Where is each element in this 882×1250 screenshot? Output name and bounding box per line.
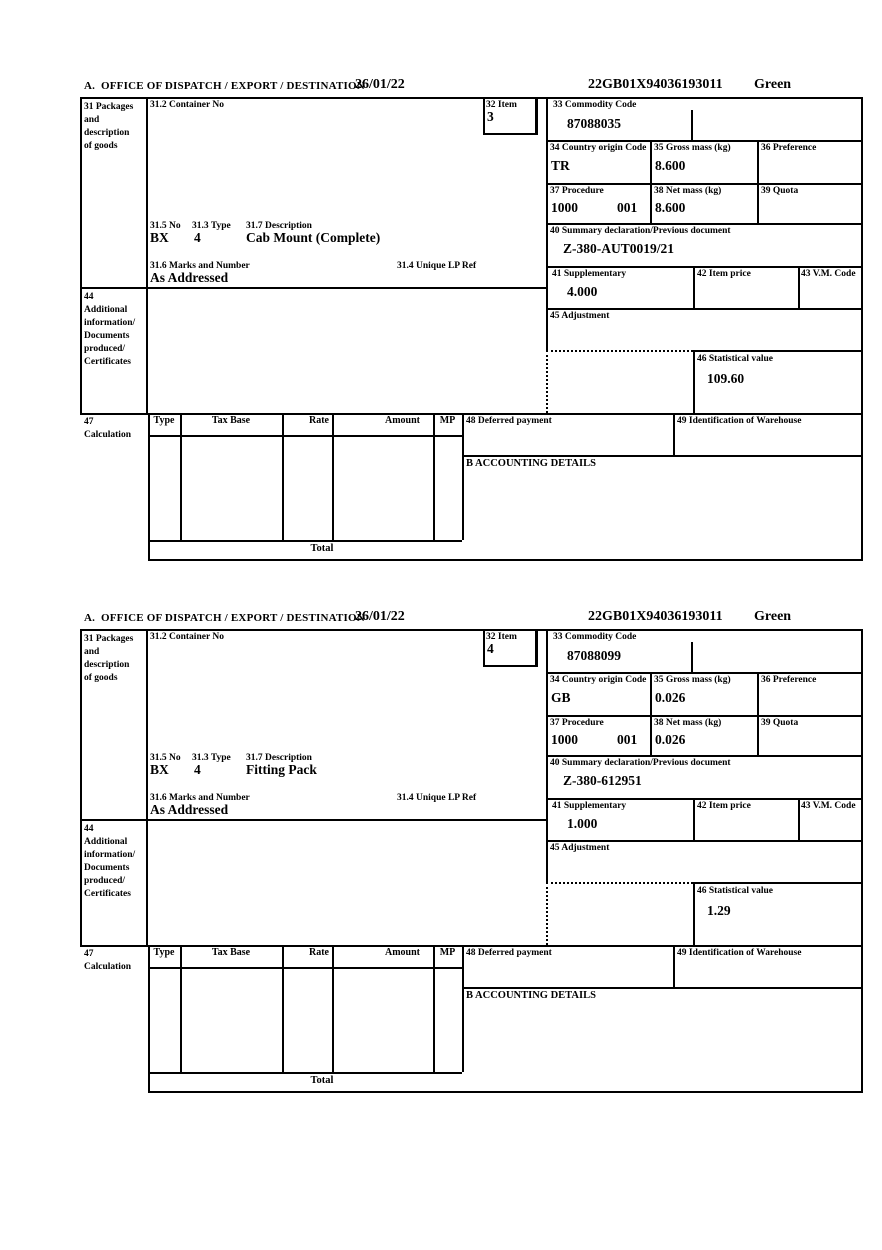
supplementary-value: 4.000 (567, 284, 598, 299)
main-column-divider (546, 629, 548, 882)
net-mass-label: 38 Net mass (kg) (654, 186, 722, 196)
label-column-divider (146, 629, 148, 945)
grid-line (546, 183, 863, 185)
item-number-value: 4 (487, 641, 494, 656)
procedure-value: 1000 (551, 732, 578, 747)
description-label: 31.7 Description (246, 221, 312, 231)
net-mass-value: 0.026 (655, 732, 686, 747)
box44-label (84, 823, 135, 901)
item-label: 32 Item (486, 100, 517, 110)
amount-column-header: Amount (384, 947, 420, 958)
marks-number-value: As Addressed (150, 802, 229, 817)
box31-label-line: of goods (84, 673, 118, 683)
box48-box49-divider (673, 945, 675, 987)
previous-document-label: 40 Summary declaration/Previous document (550, 226, 731, 236)
adjustment-label: 45 Adjustment (550, 311, 610, 321)
marks-number-label: 31.6 Marks and Number (150, 793, 250, 803)
accounting-top-border (462, 455, 863, 457)
gross-mass-label: 35 Gross mass (kg) (654, 675, 731, 685)
previous-document-label: 40 Summary declaration/Previous document (550, 758, 731, 768)
dispatch-date: 26/01/22 (355, 609, 405, 624)
box32-left-border (483, 97, 485, 133)
grid-line (546, 672, 863, 674)
accounting-top-border (462, 987, 863, 989)
grid-line (757, 672, 759, 755)
packages-no-value: BX (150, 762, 169, 777)
grid-line (650, 140, 652, 223)
item-price-label: 42 Item price (697, 269, 751, 279)
dotted-divider-line (546, 882, 548, 945)
packages-no-label: 31.5 No (150, 753, 181, 763)
customs-declaration-item-block (80, 607, 863, 1093)
quota-label: 39 Quota (761, 718, 799, 728)
country-origin-label: 34 Country origin Code (550, 143, 647, 153)
box47-label (84, 948, 131, 974)
box32-left-border (483, 629, 485, 665)
preference-label: 36 Preference (761, 143, 817, 153)
item-label: 32 Item (486, 632, 517, 642)
net-mass-label: 38 Net mass (kg) (654, 718, 722, 728)
procedure-label: 37 Procedure (550, 186, 604, 196)
rate-column-header: Rate (309, 947, 329, 958)
marks-number-value: As Addressed (150, 270, 229, 285)
box44-label-line: Certificates (84, 357, 131, 367)
packages-type-value: 4 (194, 762, 201, 777)
total-label: Total (310, 543, 334, 554)
goods-description-value: Cab Mount (Complete) (246, 230, 381, 245)
box31-label-line: of goods (84, 141, 118, 151)
commodity-code-value: 87088035 (567, 116, 621, 131)
dotted-divider-line (546, 882, 693, 884)
grid-line (546, 798, 863, 800)
box47-label-line: 47 (84, 949, 94, 959)
gross-mass-value: 8.600 (655, 158, 686, 173)
box31-label-line: 31 Packages (84, 102, 134, 112)
statistical-value-label: 46 Statistical value (697, 354, 773, 364)
box46-left-border (693, 882, 695, 945)
box44-label-line: produced/ (84, 344, 126, 354)
commodity-code-label: 33 Commodity Code (553, 632, 637, 642)
tax-type-column-header: Type (153, 947, 175, 958)
grid-line (757, 140, 759, 223)
deferred-payment-label: 48 Deferred payment (466, 416, 552, 426)
country-origin-value: GB (551, 690, 571, 705)
quota-label: 39 Quota (761, 186, 799, 196)
box32-right-border (535, 629, 538, 665)
accounting-details-label: B ACCOUNTING DETAILS (466, 458, 596, 469)
box32-bottom-border (483, 133, 538, 135)
form-top-border (80, 629, 863, 631)
mp-column-header: MP (439, 947, 456, 958)
box46-top-border (693, 882, 863, 884)
box44-label-line: 44 (84, 292, 94, 302)
box44-label-line: 44 (84, 824, 94, 834)
form-left-border (80, 629, 82, 945)
gross-mass-value: 0.026 (655, 690, 686, 705)
grid-line (650, 672, 652, 755)
box31-label (84, 101, 133, 153)
previous-document-value: Z-380-612951 (563, 773, 642, 788)
declaration-reference: 22GB01X94036193011 (588, 609, 723, 624)
form-right-border (861, 629, 863, 1091)
customs-declaration-item-block (80, 75, 863, 561)
box44-label-line: information/ (84, 318, 136, 328)
box32-right-border (535, 97, 538, 133)
tax-table-left-border (148, 945, 150, 1091)
dispatch-date: 26/01/22 (355, 77, 405, 92)
commodity-code-tick (691, 642, 693, 672)
gross-mass-label: 35 Gross mass (kg) (654, 143, 731, 153)
form-left-border (80, 97, 82, 413)
procedure-value: 1000 (551, 200, 578, 215)
box31-box44-divider (80, 819, 546, 821)
box44-label-line: Documents (84, 331, 130, 341)
form-top-border (80, 97, 863, 99)
unique-lp-ref-label: 31.4 Unique LP Ref (397, 793, 477, 803)
tax-table-right-border (462, 413, 464, 540)
tax-base-column-header: Tax Base (211, 415, 251, 426)
grid-line (693, 798, 695, 840)
box31-label-line: description (84, 128, 130, 138)
tax-table-header-divider (148, 435, 462, 437)
box46-left-border (693, 350, 695, 413)
procedure-extra-value: 001 (617, 732, 638, 747)
box44-label-line: Documents (84, 863, 130, 873)
marks-number-label: 31.6 Marks and Number (150, 261, 250, 271)
tax-table-left-border (148, 413, 150, 559)
box44-label-line: Additional (84, 305, 128, 315)
item-number-value: 3 (487, 109, 494, 124)
packages-no-value: BX (150, 230, 169, 245)
packages-type-label: 31.3 Type (192, 221, 231, 231)
box32-bottom-border (483, 665, 538, 667)
box44-label (84, 291, 135, 369)
box44-label-line: Certificates (84, 889, 131, 899)
grid-line (546, 223, 863, 225)
box44-label-line: produced/ (84, 876, 126, 886)
accounting-details-label: B ACCOUNTING DETAILS (466, 990, 596, 1001)
box31-label-line: and (84, 115, 100, 125)
office-of-dispatch-header: A. OFFICE OF DISPATCH / EXPORT / DESTINATION (84, 612, 365, 624)
packages-type-value: 4 (194, 230, 201, 245)
routing-status: Green (754, 77, 792, 92)
total-label: Total (310, 1075, 334, 1086)
mp-column-header: MP (439, 415, 456, 426)
supplementary-label: 41 Supplementary (552, 269, 627, 279)
grid-line (798, 798, 800, 840)
vm-code-label: 43 V.M. Code (801, 801, 856, 811)
commodity-code-label: 33 Commodity Code (553, 100, 637, 110)
box31-label-line: 31 Packages (84, 634, 134, 644)
rate-column-header: Rate (309, 415, 329, 426)
box47-label-line: Calculation (84, 430, 131, 440)
vm-code-label: 43 V.M. Code (801, 269, 856, 279)
tax-table-header-divider (148, 967, 462, 969)
grid-line (798, 266, 800, 308)
supplementary-label: 41 Supplementary (552, 801, 627, 811)
declaration-reference: 22GB01X94036193011 (588, 77, 723, 92)
box47-label (84, 416, 131, 442)
box31-box44-divider (80, 287, 546, 289)
previous-document-value: Z-380-AUT0019/21 (563, 241, 674, 256)
box31-label-line: description (84, 660, 130, 670)
box44-label-line: information/ (84, 850, 136, 860)
commodity-code-tick (691, 110, 693, 140)
form-bottom-border (148, 559, 863, 561)
warehouse-id-label: 49 Identification of Warehouse (677, 948, 802, 958)
routing-status: Green (754, 609, 792, 624)
preference-label: 36 Preference (761, 675, 817, 685)
container-no-label: 31.2 Container No (150, 632, 224, 642)
box31-label (84, 633, 133, 685)
country-origin-label: 34 Country origin Code (550, 675, 647, 685)
grid-line (546, 308, 863, 310)
statistical-value-value: 109.60 (707, 371, 745, 386)
box47-label-line: Calculation (84, 962, 131, 972)
grid-line (546, 140, 863, 142)
unique-lp-ref-label: 31.4 Unique LP Ref (397, 261, 477, 271)
procedure-label: 37 Procedure (550, 718, 604, 728)
label-column-divider (146, 97, 148, 413)
grid-line (693, 266, 695, 308)
main-column-divider (546, 97, 548, 350)
amount-column-header: Amount (384, 415, 420, 426)
net-mass-value: 8.600 (655, 200, 686, 215)
tax-base-column-header: Tax Base (211, 947, 251, 958)
box44-label-line: Additional (84, 837, 128, 847)
office-of-dispatch-header: A. OFFICE OF DISPATCH / EXPORT / DESTINATION (84, 80, 365, 92)
commodity-code-value: 87088099 (567, 648, 621, 663)
adjustment-label: 45 Adjustment (550, 843, 610, 853)
grid-line (546, 840, 863, 842)
tax-table-right-border (462, 945, 464, 1072)
box48-box49-divider (673, 413, 675, 455)
grid-line (546, 715, 863, 717)
form-right-border (861, 97, 863, 559)
statistical-value-value: 1.29 (707, 903, 731, 918)
warehouse-id-label: 49 Identification of Warehouse (677, 416, 802, 426)
container-no-label: 31.2 Container No (150, 100, 224, 110)
dotted-divider-line (546, 350, 548, 413)
box47-label-line: 47 (84, 417, 94, 427)
statistical-value-label: 46 Statistical value (697, 886, 773, 896)
dotted-divider-line (546, 350, 693, 352)
packages-type-label: 31.3 Type (192, 753, 231, 763)
grid-line (546, 266, 863, 268)
packages-no-label: 31.5 No (150, 221, 181, 231)
tax-table-bottom-border (148, 1072, 462, 1074)
box46-top-border (693, 350, 863, 352)
item-price-label: 42 Item price (697, 801, 751, 811)
deferred-payment-label: 48 Deferred payment (466, 948, 552, 958)
procedure-extra-value: 001 (617, 200, 638, 215)
box31-label-line: and (84, 647, 100, 657)
supplementary-value: 1.000 (567, 816, 598, 831)
goods-description-value: Fitting Pack (246, 762, 317, 777)
description-label: 31.7 Description (246, 753, 312, 763)
grid-line (546, 755, 863, 757)
form-bottom-border (148, 1091, 863, 1093)
tax-type-column-header: Type (153, 415, 175, 426)
country-origin-value: TR (551, 158, 570, 173)
tax-table-bottom-border (148, 540, 462, 542)
